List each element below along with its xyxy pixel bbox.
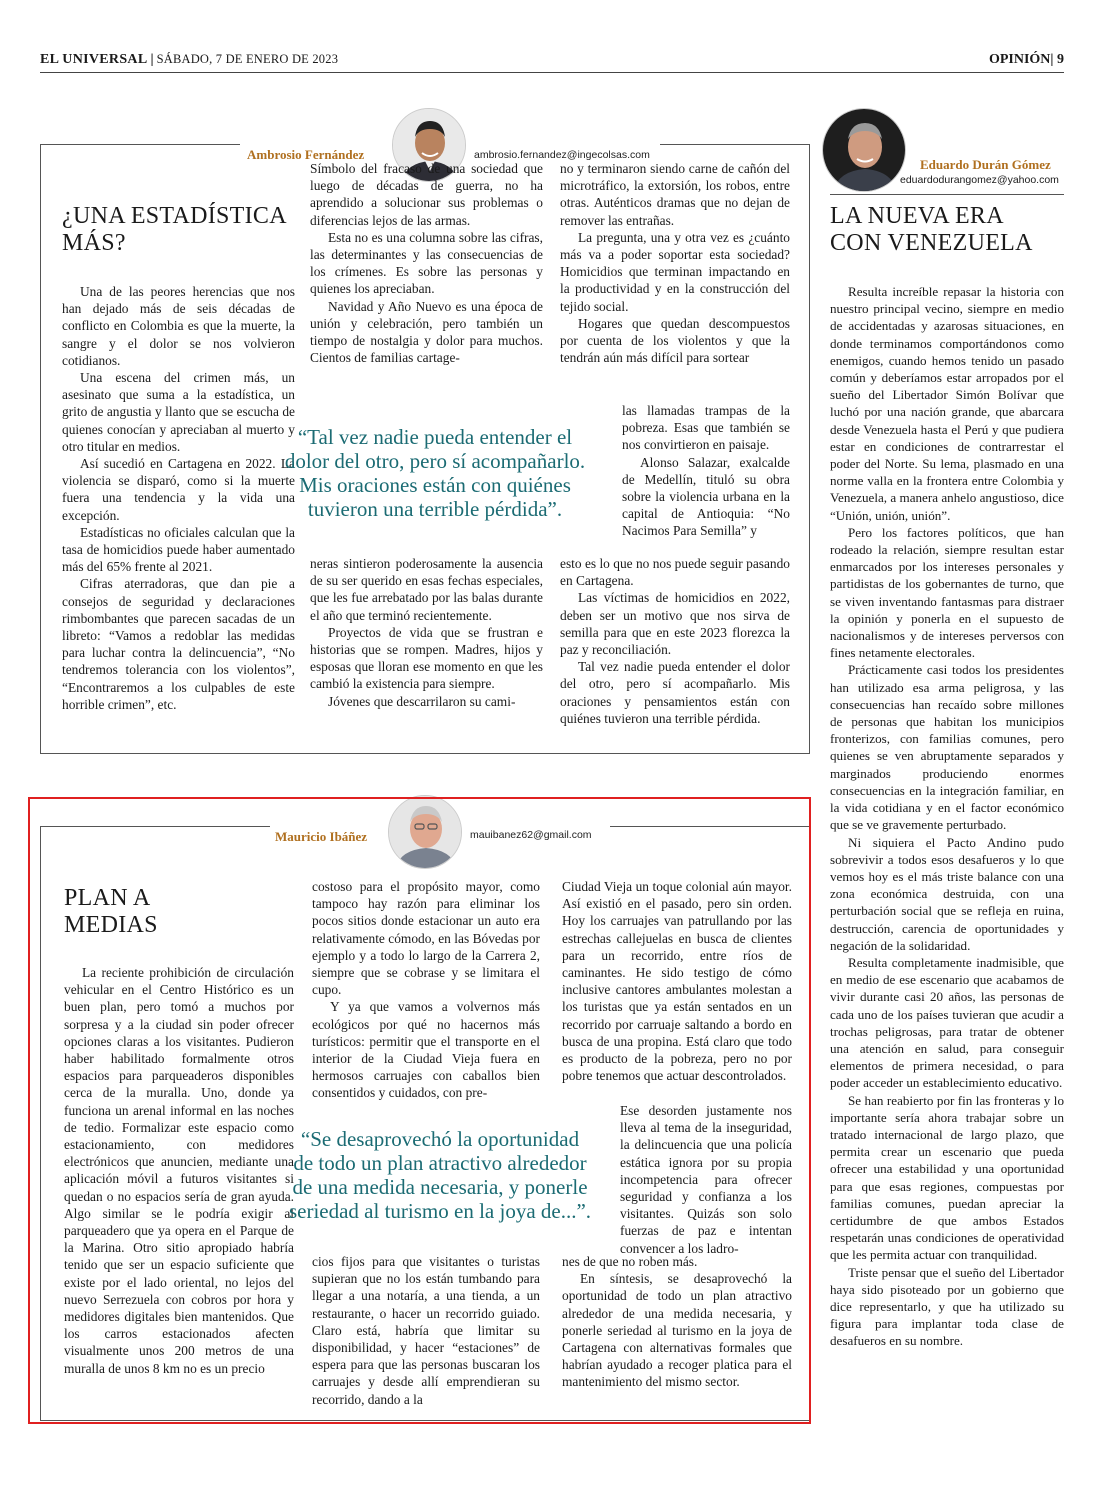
pull-quote: [250, 425, 620, 521]
paragraph: Ese desorden justamente nos lleva al tema de la inseguridad, la delincuencia que una policía estática ignora por su propia incompetencia para ofrecer seguridad y confianza a los visitantes. Quizás son solo fuerzas de paz e intentan convencer a los ladro-: [620, 1103, 792, 1256]
paragraph: Triste pensar que el sueño del Libertador haya sido pisoteado por un gobierno que dice representarlo, y que ha utilizado su figura para implantar toda clase de desafueros en su nombre.: [830, 1264, 1064, 1349]
quote-line: tuvieron una terrible pérdida”.: [307, 497, 563, 521]
paragraph: Pero los factores políticos, que han rodeado la relación, siempre resultan estar enmarcados por los intereses personales y partidistas de los gobernantes de turno, que se viven inventando fantasmas para distraer la opinión y ponerla en el supuesto de nacionalismos y de intereses perversos con fines netamente electorales.: [830, 524, 1064, 661]
paragraph: Ciudad Vieja un toque colonial aún mayor. Así existió en el pasado, pero sin orden. Hoy los carruajes van patrullando por las estrechas callejuelas en busca de clientes para un recorrido, entre ríos de caminantes. He sido testigo de cómo inclusive cantores ambulantes molestan a los turistas que ya están sentados en un recorrido por carruaje saltando a bordo en busca de una propina. Está claro que todo es producto de la pobreza, pero no por pobre tenemos que actuar descontrolados.: [562, 879, 792, 1084]
paragraph: Jóvenes que descarrilaron su cami-: [328, 693, 516, 709]
header-separator: |: [1050, 52, 1057, 67]
paragraph: esto es lo que no nos puede seguir pasando en Cartagena.: [560, 556, 790, 589]
page-number: 9: [1057, 52, 1064, 67]
article-column-3-top: [560, 160, 790, 366]
sidebar-headline: [830, 203, 1065, 257]
author-name: Eduardo Durán Gómez: [920, 157, 1051, 172]
headline-line: CON VENEZUELA: [830, 230, 1033, 256]
paragraph: Las víctimas de homicidios en 2022, deben ser un motivo que nos sirva de semilla para que en este 2023 florezca la paz y reconciliación.: [560, 590, 790, 658]
author-email: ambrosio.fernandez@ingecolsas.com: [474, 149, 650, 161]
paragraph: Navidad y Año Nuevo es una época de unión y celebración, pero también un tiempo de nostalgia y dolor para muchos. Cientos de familias cartage-: [310, 298, 543, 366]
paragraph: Se han reabierto por fin las fronteras y lo importante sería ahora trabajar sobre un tratado internacional de largo plazo, que permita crear un escenario que pueda ofrecer una estabilidad y una oportunidad para que esas regiones, compuestas por familias comunes, puedan apreciar la certidumbre de que ambos Estados respetarán unas condiciones de operatividad que les permita actuar con tranquilidad.: [830, 1092, 1064, 1263]
paragraph: Una escena del crimen más, un asesinato que suma a la estadística, un grito de angustia y llanto que se escucha de quienes conocían y apreciaban al muerto y otro titular en medios.: [62, 370, 295, 454]
paragraph: Así sucedió en Cartagena en 2022. La violencia se disparó, como si la muerte fuera una tendencia y la vida una excepción.: [62, 456, 295, 523]
quote-line: dolor del otro, pero sí acompañarlo.: [284, 449, 586, 473]
paragraph: Alonso Salazar, exalcalde de Medellín, tituló su obra sobre la violencia urbana en la capital de Antioquia: “No Nacimos Para Semilla” y: [622, 454, 790, 539]
sidebar-rule: [830, 194, 1064, 195]
issue-date: SÁBADO, 7 DE ENERO DE 2023: [156, 52, 339, 66]
paragraph: no y terminaron siendo carne de cañón del microtráfico, la extorsión, los robos, entre otras. Auténticos dramas que no dejan de remover las entrañas.: [560, 161, 790, 228]
paragraph: Símbolo del fracaso de una sociedad que luego de décadas de guerra, no ha aprendido a solucionar sus problemas o diferencias lejos de las armas.: [310, 161, 543, 228]
paragraph: En síntesis, se desaprovechó la oportunidad de todo un plan atractivo alrededor de una medida necesaria, y ponerle seriedad al turismo en la joya de Cartagena con alternativas formales que habrían ayudado a recoger platica para el mantenimiento del mismo sector.: [562, 1271, 792, 1390]
article-column-3-mid: [622, 402, 790, 540]
paragraph: La reciente prohibición de circulación vehicular en el Centro Histórico es un buen plan, pero tomó a muchos por sorpresa y a la ciudad sin poder ofrecer opciones claras a los visitantes. Pudieron haber habilitado formalmente otros espacios para parqueaderos disponibles cerca de la muralla. Uno, donde ya funciona un arenal informal en las noches de tedio. Formalizar este espacio como estacionamiento, con medidores electrónicos que anuncien, mediante una aplicación móvil a futuros visitantes si quedan o no espacios sería de gran ayuda. Algo similar se le podría exigir al parqueadero que ya opera en el Parque de la Marina. Otro sitio apropiado habría tenido que ser un espacio suficiente que existe por el lado oriental, no lejos del nuevo Serrezuela con cobros por hora y medidores digitales bien mantenidos. Que los carros estacionados afecten visualmente unos 200 metros de una muralla de unos 8 km no es un precio: [64, 965, 294, 1376]
paragraph: cios fijos para que visitantes o turistas supieran que no los están tumbando para llegar a una notaría, a una tienda, a un restaurante, o hacer un recorrido guiado. Claro está, habría que limitar su disponibilidad, y hacer “estaciones” de espera para que las personas buscaran los carruajes y desde allí emprendieran su recorrido, dando a la: [312, 1254, 540, 1407]
paragraph: las llamadas trampas de la pobreza. Esas que también se nos convirtieron en paisaje.: [622, 403, 790, 453]
author-email: eduardodurangomez@yahoo.com: [900, 174, 1059, 186]
headline-line: MÁS?: [62, 230, 126, 256]
section-label: [989, 52, 1064, 68]
author-name: Ambrosio Fernández: [247, 147, 365, 162]
paragraph: La pregunta, una y otra vez es ¿cuánto más va a poder soportar esta sociedad? Homicidios que terminan impactando en la productividad y en la construcción del tejido social.: [560, 229, 790, 314]
paragraph: Prácticamente casi todos los presidentes han utilizado esa arma peligrosa, y las consecuencias han recaído sobre millones de personas que habitan los municipios fronterizos, con familias comunes, pero quienes se ven abruptamente separados y marginados produciendo enormes consecuencias en la integración familiar, en la vida cotidiana y en el factor económico que se ve gravemente perturbado.: [830, 662, 1064, 833]
paragraph: Y ya que vamos a volvernos más ecológicos por qué no hacernos más turísticos: permitir que el transporte en el interior de la Ciudad Vieja fuera en hermosos carruajes con caballos bien consentidos y cuidados, con pre-: [312, 999, 540, 1101]
headline-line: PLAN A: [64, 885, 151, 911]
paragraph: Resulta increíble repasar la historia con nuestro principal vecino, siempre en medio de accidentadas y azarosas situaciones, en donde terminamos comportándonos como enemigos, cuando hemos tenido un pasado común y deberíamos estar arropados por el sueño del Libertador Simón Bolívar que luchó por una nación grande, que abarcara desde Venezuela hasta el Perú y que pudiera estar en condiciones de contrarrestar el poder del Norte. Su lema, plasmado en una norme valla en la frontera entre Colombia y Venezuela, a manera anhelo angustioso, dice “Unión, unión, unión”.: [830, 284, 1064, 523]
page-header: [40, 52, 1064, 72]
paragraph: Esta no es una columna sobre las cifras, las determinantes y las consecuencias de los crímenes. Es sobre las personas y quienes los apreciaban.: [310, 229, 543, 297]
paragraph: Hogares que quedan descompuestos por cuenta de los violentos y que la tendrán aún más difícil para sortear: [560, 315, 790, 366]
paragraph: neras sintieron poderosamente la ausencia de su ser querido en esas fechas especiales, que les fue arrebatado por las balas durante el año que terminó recientemente.: [310, 556, 543, 623]
article-column-2-bottom: [310, 555, 543, 710]
paragraph: Estadísticas no oficiales calculan que la tasa de homicidios puede haber aumentado más del 65% frente al 2021.: [62, 524, 295, 575]
quote-line: Mis oraciones están con quiénes: [299, 473, 571, 497]
headline-line: MEDIAS: [64, 912, 158, 938]
paragraph: Proyectos de vida que se frustran e historias que se rompen. Madres, hijos y esposas que lloran ese momento en que les cambió la existencia para siempre.: [310, 624, 543, 692]
paragraph: Una de las peores herencias que nos han dejado más de seis décadas de conflicto en Colombia es que la muerte, la sangre y el dolor se nos volvieron cotidianos.: [62, 284, 295, 368]
paragraph: Resulta completamente inadmisible, que en medio de ese escenario que acabamos de vivir durante casi 20 años, las personas de cada uno de los países tuvieran que acudir a trochas peligrosas, para tratar de obtener una atención en salud, para conseguir elementos de primera necesidad, o para poder acceder un establecimiento educativo.: [830, 954, 1064, 1091]
paragraph: Tal vez nadie pueda entender el dolor del otro, pero sí acompañarlo. Mis oraciones y pensamientos están con quiénes tuvieron una terrible pérdida.: [560, 659, 790, 726]
paragraph: Cifras aterradoras, que dan pie a consejos de seguridad y declaraciones rimbombantes que parecen sacadas de un libreto: “Vamos a redoblar las medidas para luchar contra la delincuencia”, “No tendremos tolerancia con los violentos”, “Encontraremos a los culpables de este horrible crimen”, etc.: [62, 576, 295, 712]
headline-line: ¿UNA ESTADÍSTICA: [62, 203, 287, 229]
selection-highlight: [28, 797, 811, 1424]
header-rule: [40, 72, 1064, 73]
quote-line: de una medida necesaria, y ponerle: [292, 1175, 588, 1199]
header-separator: |: [150, 52, 154, 67]
quote-line: “Tal vez nadie pueda entender el: [297, 425, 573, 449]
newspaper-name: EL UNIVERSAL: [40, 52, 148, 67]
author-avatar: [822, 108, 906, 192]
author-portrait-icon: [823, 109, 906, 192]
author-email: mauibanez62@gmail.com: [470, 829, 592, 841]
article-headline: [62, 203, 302, 257]
quote-line: seriedad al turismo en la joya de...”.: [288, 1199, 592, 1223]
paragraph: costoso para el propósito mayor, como tampoco hay razón para eliminar los pocos sitios donde estacionar un auto era relativamente cómodo, en las Bóvedas por ejemplo y a todo lo largo de la Carrera 2, siempre que se cobrase y se limitara el cupo.: [312, 879, 540, 998]
paragraph: nes de que no roben más.: [562, 1254, 698, 1269]
article-column-3-bottom: [560, 555, 790, 727]
quote-line: “Se desaprovechó la oportunidad: [300, 1127, 580, 1151]
paragraph: Ni siquiera el Pacto Andino pudo sobrevivir a todos esos desafueros y lo que vemos hoy es el más triste balance con una zona económica destruida, con una perturbación social que se refleja en ruina, destrucción, carencia de oportunidades y negación de la solidaridad.: [830, 834, 1064, 953]
author-name: Mauricio Ibáñez: [275, 829, 368, 844]
article-column-2-top: [310, 160, 543, 366]
masthead: [40, 52, 338, 68]
quote-line: de todo un plan atractivo alrededor: [293, 1151, 587, 1175]
section-name: OPINIÓN: [988, 52, 1051, 67]
sidebar-column: [830, 283, 1064, 1350]
headline-line: LA NUEVA ERA: [830, 203, 1004, 229]
